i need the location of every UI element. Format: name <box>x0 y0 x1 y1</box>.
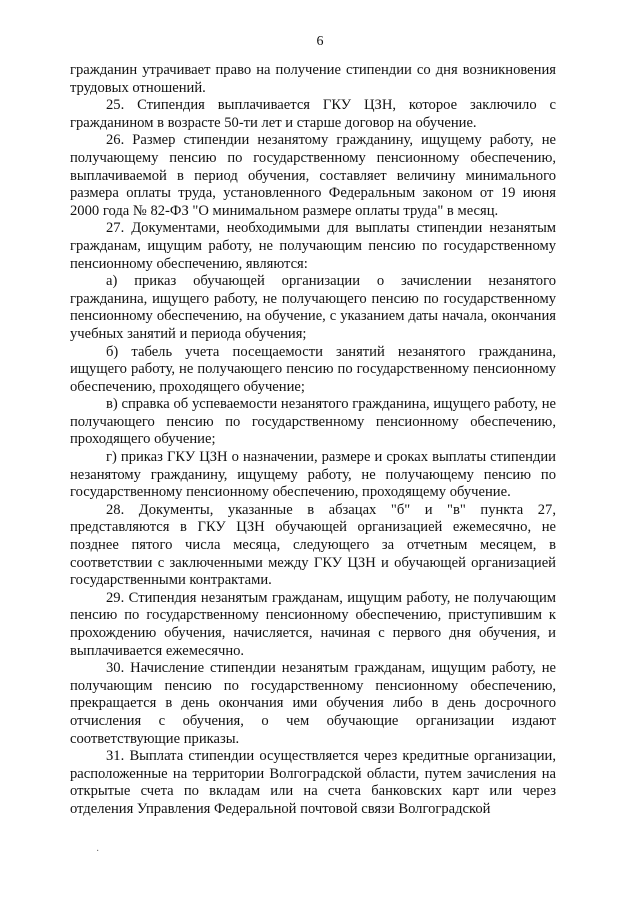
paragraph-item-31: 31. Выплата стипендии осуществляется через кредитные организации, расположенные на территории Волгоградской области, путем зачисления на открытые счета по вкладам или на счета банковских карт или через отделения Управления Федеральной почтовой связи Волгоградской <box>70 748 556 817</box>
paragraph-item-30: 30. Начисление стипендии незанятым гражданам, ищущим работу, не получающим пенсию по государственному пенсионному обеспечению, прекращается в день окончания ими обучения либо в день досрочного отчисления с обучения, о чем обучающие организации издают соответствующие приказы. <box>70 660 556 747</box>
paragraph-item-27-v: в) справка об успеваемости незанятого гражданина, ищущего работу, не получающего пенсию по государственному пенсионному обеспечению, проходящего обучение; <box>70 396 556 448</box>
paragraph-item-27-a: а) приказ обучающей организации о зачислении незанятого гражданина, ищущего работу, не получающего пенсию по государственному пенсионному обеспечению, на обучение, с указанием даты начала, окончания учебных занятий и периода обучения; <box>70 273 556 342</box>
paragraph-item-28: 28. Документы, указанные в абзацах "б" и "в" пункта 27, представляются в ГКУ ЦЗН обучающей организацией ежемесячно, не позднее пятого числа месяца, следующего за отчетным месяцем, в соответствии с заключенными между ГКУ ЦЗН и обучающей организацией государственными контрактами. <box>70 501 556 589</box>
pencil-mark: · <box>96 846 100 857</box>
paragraph-item-25: 25. Стипендия выплачивается ГКУ ЦЗН, которое заключило с гражданином в возрасте 50-ти лет и старше договор на обучение. <box>70 97 556 131</box>
paragraph-item-26: 26. Размер стипендии незанятому гражданину, ищущему работу, не получающему пенсию по государственному пенсионному обеспечению, выплачиваемой в период обучения, составляет величину минимального размера оплаты труда, установленного Федеральным законом от 19 июня 2000 года № 82-ФЗ "О минимальном размере оплаты труда" в месяц. <box>70 132 556 219</box>
paragraph-item-29: 29. Стипендия незанятым гражданам, ищущим работу, не получающим пенсию по государственному пенсионному обеспечению, приступившим к прохождению обучения, начисляется, начиная с первого дня обучения, и выплачивается ежемесячно. <box>70 589 556 659</box>
document-body <box>70 62 556 819</box>
page-number: 6 <box>316 34 324 49</box>
paragraph-item-27-g: г) приказ ГКУ ЦЗН о назначении, размере и сроках выплаты стипендии незанятому гражданину, ищущему работу, не получающему пенсию по государственному пенсионному обеспечению, проходящему обучение. <box>70 449 556 501</box>
paragraph-item-27-b: б) табель учета посещаемости занятий незанятого гражданина, ищущего работу, не получающего пенсию по государственному пенсионному обеспечению, проходящего обучение; <box>70 343 556 395</box>
paragraph-continuation: гражданин утрачивает право на получение стипендии со дня возникновения трудовых отношений. <box>70 62 556 96</box>
paragraph-item-27: 27. Документами, необходимыми для выплаты стипендии незанятым гражданам, ищущим работу, не получающим пенсию по государственному пенсионному обеспечению, являются: <box>70 220 556 272</box>
